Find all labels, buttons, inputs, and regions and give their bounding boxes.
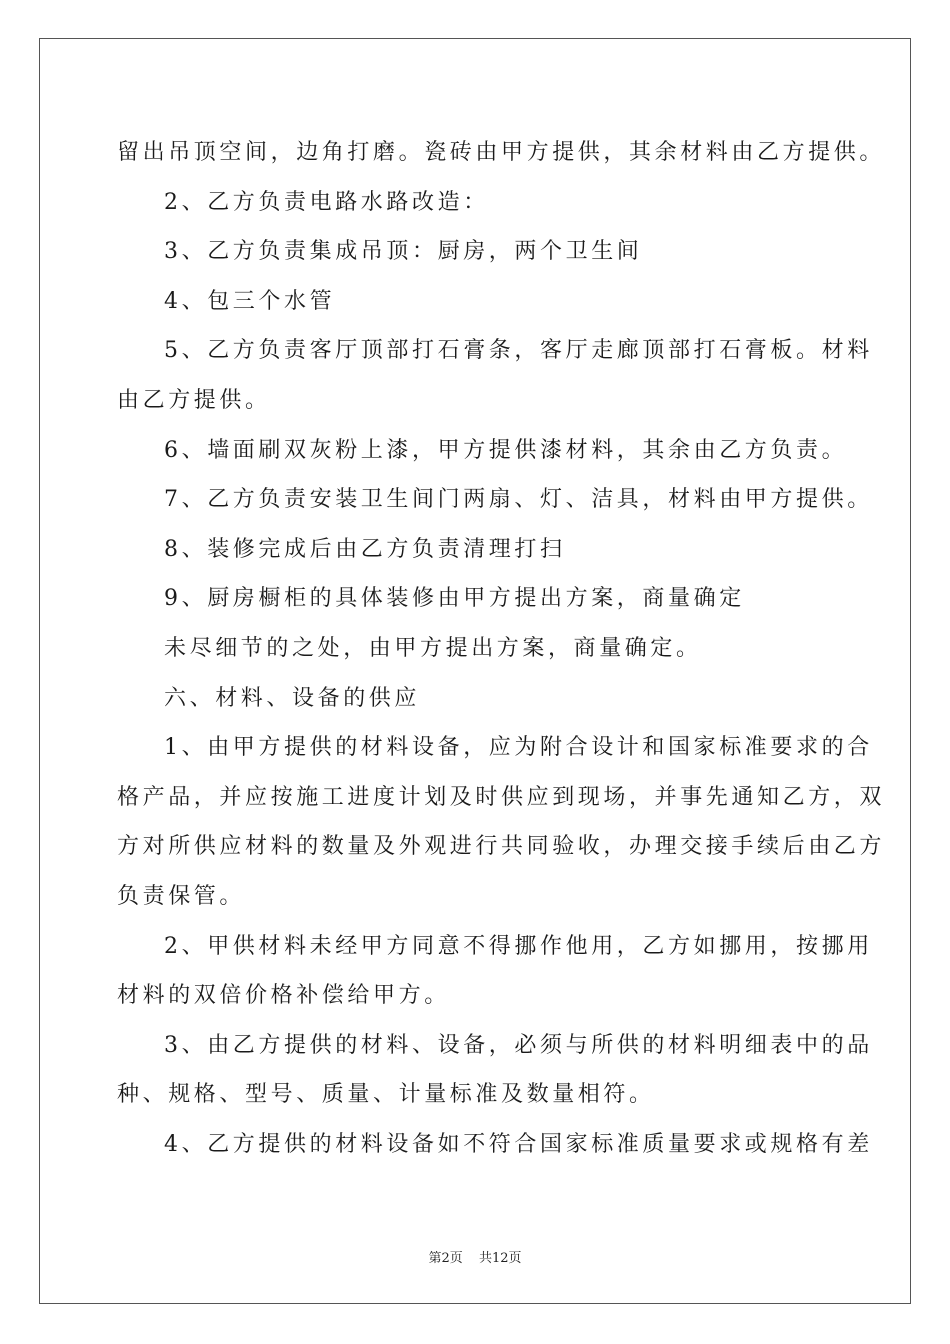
paragraph-line: 材料的双倍价格补偿给甲方。 xyxy=(117,983,450,1009)
list-item: 2、乙方负责电路水路改造： xyxy=(164,189,489,215)
list-item: 6、墙面刷双灰粉上漆，甲方提供漆材料，其余由乙方负责。 xyxy=(164,437,848,463)
paragraph-line: 未尽细节的之处，由甲方提出方案，商量确定。 xyxy=(164,635,702,661)
page-footer xyxy=(0,1247,950,1266)
paragraph-line: 方对所供应材料的数量及外观进行共同验收，办理交接手续后由乙方 xyxy=(117,834,886,860)
paragraph-line: 留出吊顶空间，边角打磨。瓷砖由甲方提供，其余材料由乙方提供。 xyxy=(117,140,886,165)
paragraph-line: 负责保管。 xyxy=(117,883,246,909)
document-body xyxy=(117,128,886,1169)
list-item: 3、由乙方提供的材料、设备，必须与所供的材料明细表中的品 xyxy=(164,1032,873,1058)
list-item: 8、装修完成后由乙方负责清理打扫 xyxy=(164,536,566,562)
list-item: 9、厨房橱柜的具体装修由甲方提出方案，商量确定 xyxy=(164,586,745,612)
page-number: 第2页 xyxy=(428,1251,463,1266)
list-item: 4、乙方提供的材料设备如不符合国家标准质量要求或规格有差 xyxy=(164,1131,873,1157)
section-heading: 六、材料、设备的供应 xyxy=(164,685,421,711)
list-item: 5、乙方负责客厅顶部打石膏条，客厅走廊顶部打石膏板。材料 xyxy=(164,338,873,364)
page-total: 共12页 xyxy=(478,1251,522,1266)
paragraph-line: 格产品，并应按施工进度计划及时供应到现场，并事先通知乙方，双 xyxy=(117,784,886,810)
list-item: 4、包三个水管 xyxy=(164,288,336,314)
paragraph-line: 由乙方提供。 xyxy=(117,387,271,413)
list-item: 1、由甲方提供的材料设备，应为附合设计和国家标准要求的合 xyxy=(164,735,873,761)
paragraph-line: 种、规格、型号、质量、计量标准及数量相符。 xyxy=(117,1082,655,1108)
list-item: 3、乙方负责集成吊顶：厨房，两个卫生间 xyxy=(164,239,643,265)
list-item: 2、甲供材料未经甲方同意不得挪作他用，乙方如挪用，按挪用 xyxy=(164,933,873,959)
list-item: 7、乙方负责安装卫生间门两扇、灯、洁具，材料由甲方提供。 xyxy=(164,487,873,513)
